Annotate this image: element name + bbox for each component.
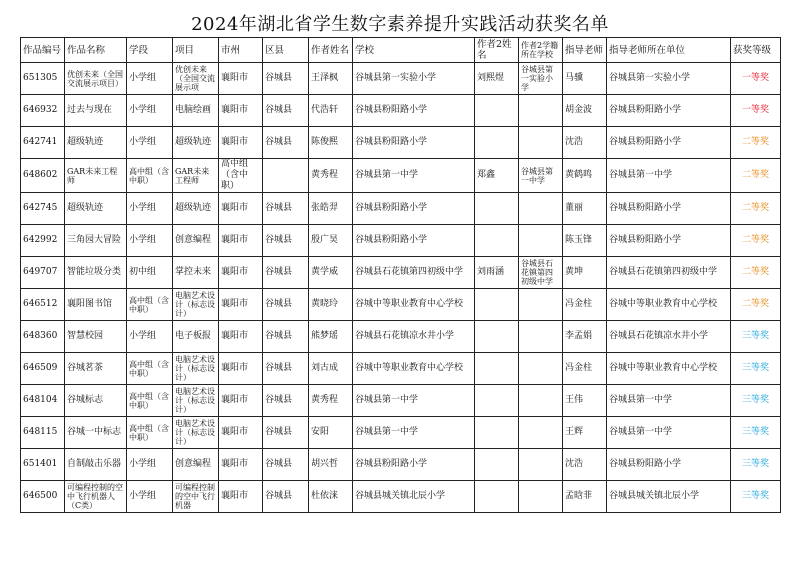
column-header: 市州 <box>219 38 263 63</box>
table-row <box>21 481 781 513</box>
cell-author2-school <box>519 417 563 449</box>
awards-table <box>20 37 781 513</box>
table-row <box>21 353 781 385</box>
cell-author2-school: 谷城县第一中学 <box>519 159 563 193</box>
cell-teacher-unit: 谷城中等职业教育中心学校 <box>607 353 731 385</box>
cell-work-name: 智慧校园 <box>65 321 127 353</box>
table-row <box>21 321 781 353</box>
cell-author2-school <box>519 289 563 321</box>
cell-author: 熊梦瑶 <box>309 321 353 353</box>
cell-award: 二等奖 <box>731 159 781 193</box>
table-row <box>21 159 781 193</box>
cell-teacher: 董丽 <box>563 193 607 225</box>
cell-project: 超级轨迹 <box>173 193 219 225</box>
cell-project: 创意编程 <box>173 449 219 481</box>
cell-author2 <box>475 321 519 353</box>
cell-county: 谷城县 <box>263 289 309 321</box>
cell-stage: 小学组 <box>127 63 173 95</box>
cell-county: 谷城县 <box>263 193 309 225</box>
cell-project: 电脑艺术设计（标志设计） <box>173 289 219 321</box>
cell-author2: 郑鑫 <box>475 159 519 193</box>
table-row <box>21 225 781 257</box>
cell-project: 电脑艺术设计（标志设计） <box>173 385 219 417</box>
cell-county: 谷城县 <box>263 353 309 385</box>
cell-author2-school <box>519 321 563 353</box>
cell-work-name: 超级轨迹 <box>65 127 127 159</box>
table-row <box>21 417 781 449</box>
cell-stage: 小学组 <box>127 449 173 481</box>
table-row <box>21 63 781 95</box>
cell-stage: 高中组（含中职） <box>127 289 173 321</box>
cell-teacher: 冯金柱 <box>563 289 607 321</box>
cell-stage: 小学组 <box>127 481 173 513</box>
cell-city: 高中组（含中职） <box>219 159 263 193</box>
cell-county: 谷城县 <box>263 127 309 159</box>
cell-teacher: 陈玉锋 <box>563 225 607 257</box>
cell-author2-school <box>519 481 563 513</box>
cell-award: 三等奖 <box>731 481 781 513</box>
cell-author2 <box>475 385 519 417</box>
cell-city: 襄阳市 <box>219 385 263 417</box>
cell-work-id: 646509 <box>21 353 65 385</box>
cell-stage: 小学组 <box>127 321 173 353</box>
cell-teacher: 沈浩 <box>563 449 607 481</box>
cell-author: 黄秀程 <box>309 159 353 193</box>
cell-city: 襄阳市 <box>219 321 263 353</box>
cell-county: 谷城县 <box>263 449 309 481</box>
cell-teacher: 黄鹤鸣 <box>563 159 607 193</box>
cell-teacher-unit: 谷城县第一中学 <box>607 159 731 193</box>
cell-school: 谷城县第一中学 <box>353 417 475 449</box>
cell-teacher: 胡金波 <box>563 95 607 127</box>
cell-teacher: 马骥 <box>563 63 607 95</box>
cell-teacher-unit: 谷城县粉阳路小学 <box>607 95 731 127</box>
column-header: 指导老师所在单位 <box>607 38 731 63</box>
cell-project: 创意编程 <box>173 225 219 257</box>
cell-work-id: 642741 <box>21 127 65 159</box>
cell-author: 刘古成 <box>309 353 353 385</box>
cell-work-name: 谷城标志 <box>65 385 127 417</box>
cell-work-name: 谷城茗茶 <box>65 353 127 385</box>
column-header: 作品名称 <box>65 38 127 63</box>
cell-county: 谷城县 <box>263 63 309 95</box>
table-header-row <box>21 38 781 63</box>
cell-school: 谷城县第一中学 <box>353 385 475 417</box>
cell-work-name: 谷城一中标志 <box>65 417 127 449</box>
cell-author: 代浩轩 <box>309 95 353 127</box>
cell-work-id: 648360 <box>21 321 65 353</box>
cell-author2: 刘熙煜 <box>475 63 519 95</box>
table-row <box>21 193 781 225</box>
cell-city: 襄阳市 <box>219 225 263 257</box>
cell-author: 殷广昊 <box>309 225 353 257</box>
cell-teacher-unit: 谷城县石花镇凉水井小学 <box>607 321 731 353</box>
cell-school: 谷城县粉阳路小学 <box>353 95 475 127</box>
cell-county: 谷城县 <box>263 385 309 417</box>
cell-project: 电脑绘画 <box>173 95 219 127</box>
table-row <box>21 289 781 321</box>
cell-teacher: 冯金柱 <box>563 353 607 385</box>
cell-author: 杜依涞 <box>309 481 353 513</box>
cell-project: 电脑艺术设计（标志设计） <box>173 353 219 385</box>
cell-award: 二等奖 <box>731 193 781 225</box>
cell-teacher-unit: 谷城县城关镇北辰小学 <box>607 481 731 513</box>
cell-teacher: 孟晗菲 <box>563 481 607 513</box>
cell-teacher: 黄坤 <box>563 257 607 289</box>
cell-author2-school <box>519 225 563 257</box>
cell-city: 襄阳市 <box>219 95 263 127</box>
cell-author2 <box>475 481 519 513</box>
cell-author2-school <box>519 95 563 127</box>
cell-teacher-unit: 谷城县第一实验小学 <box>607 63 731 95</box>
cell-stage: 高中组（含中职） <box>127 159 173 193</box>
cell-project: 电子板报 <box>173 321 219 353</box>
cell-school: 谷城县粉阳路小学 <box>353 449 475 481</box>
cell-work-name: 可编程控制的空中飞行机器人（C类） <box>65 481 127 513</box>
cell-author: 安阳 <box>309 417 353 449</box>
cell-teacher-unit: 谷城县石花镇第四初级中学 <box>607 257 731 289</box>
cell-county: 谷城县 <box>263 417 309 449</box>
cell-stage: 高中组（含中职） <box>127 385 173 417</box>
cell-county: 谷城县 <box>263 257 309 289</box>
cell-school: 谷城县粉阳路小学 <box>353 225 475 257</box>
cell-city: 襄阳市 <box>219 127 263 159</box>
cell-author2 <box>475 127 519 159</box>
cell-work-id: 642745 <box>21 193 65 225</box>
cell-work-id: 649707 <box>21 257 65 289</box>
cell-teacher: 沈浩 <box>563 127 607 159</box>
cell-author2 <box>475 95 519 127</box>
table-row <box>21 385 781 417</box>
cell-author2-school <box>519 385 563 417</box>
cell-work-id: 648104 <box>21 385 65 417</box>
cell-school: 谷城县粉阳路小学 <box>353 127 475 159</box>
cell-school: 谷城县第一实验小学 <box>353 63 475 95</box>
table-row <box>21 449 781 481</box>
cell-author2 <box>475 417 519 449</box>
cell-stage: 小学组 <box>127 193 173 225</box>
cell-work-name: 过去与现在 <box>65 95 127 127</box>
page-title: 2024年湖北省学生数字素养提升实践活动获奖名单 <box>191 14 609 35</box>
column-header: 项目 <box>173 38 219 63</box>
cell-city: 襄阳市 <box>219 417 263 449</box>
cell-teacher-unit: 谷城县第一中学 <box>607 417 731 449</box>
cell-school: 谷城中等职业教育中心学校 <box>353 289 475 321</box>
cell-author2 <box>475 193 519 225</box>
cell-work-id: 646512 <box>21 289 65 321</box>
cell-author2-school <box>519 353 563 385</box>
cell-work-id: 646500 <box>21 481 65 513</box>
cell-city: 襄阳市 <box>219 481 263 513</box>
table-row <box>21 257 781 289</box>
cell-stage: 高中组（含中职） <box>127 353 173 385</box>
cell-author2 <box>475 449 519 481</box>
cell-teacher-unit: 谷城县粉阳路小学 <box>607 127 731 159</box>
cell-county: 谷城县 <box>263 95 309 127</box>
cell-teacher: 李孟娟 <box>563 321 607 353</box>
cell-author2-school <box>519 127 563 159</box>
cell-project: GAR未来工程师 <box>173 159 219 193</box>
cell-stage: 初中组 <box>127 257 173 289</box>
cell-stage: 小学组 <box>127 127 173 159</box>
cell-award: 二等奖 <box>731 289 781 321</box>
cell-author: 胡兴哲 <box>309 449 353 481</box>
cell-city: 襄阳市 <box>219 353 263 385</box>
cell-city: 襄阳市 <box>219 449 263 481</box>
cell-project: 优创未来（全国交流展示项 <box>173 63 219 95</box>
column-header: 作者2学籍所在学校 <box>519 38 563 63</box>
cell-award: 三等奖 <box>731 385 781 417</box>
cell-author2-school <box>519 449 563 481</box>
cell-award: 二等奖 <box>731 257 781 289</box>
cell-teacher-unit: 谷城县粉阳路小学 <box>607 449 731 481</box>
cell-city: 襄阳市 <box>219 257 263 289</box>
cell-author2-school: 谷城县石花镇第四初级中学 <box>519 257 563 289</box>
cell-work-name: 自制敲击乐器 <box>65 449 127 481</box>
cell-award: 三等奖 <box>731 449 781 481</box>
cell-award: 一等奖 <box>731 63 781 95</box>
cell-author: 黄秀程 <box>309 385 353 417</box>
cell-award: 二等奖 <box>731 127 781 159</box>
cell-author: 陈俊熙 <box>309 127 353 159</box>
column-header: 作者姓名 <box>309 38 353 63</box>
cell-teacher: 王伟 <box>563 385 607 417</box>
cell-award: 一等奖 <box>731 95 781 127</box>
cell-award: 三等奖 <box>731 417 781 449</box>
cell-author: 黄晓玲 <box>309 289 353 321</box>
cell-city: 襄阳市 <box>219 289 263 321</box>
cell-county <box>263 159 309 193</box>
cell-county: 谷城县 <box>263 225 309 257</box>
cell-work-id: 648602 <box>21 159 65 193</box>
cell-teacher: 王辉 <box>563 417 607 449</box>
cell-school: 谷城县石花镇第四初级中学 <box>353 257 475 289</box>
cell-author2-school <box>519 193 563 225</box>
cell-work-id: 651401 <box>21 449 65 481</box>
cell-project: 电脑艺术设计（标志设计） <box>173 417 219 449</box>
cell-teacher-unit: 谷城县粉阳路小学 <box>607 193 731 225</box>
column-header: 学段 <box>127 38 173 63</box>
cell-award: 三等奖 <box>731 353 781 385</box>
cell-work-name: 优创未来（全国交流展示项目） <box>65 63 127 95</box>
column-header: 作者2姓名 <box>475 38 519 63</box>
column-header: 指导老师 <box>563 38 607 63</box>
cell-work-name: 襄阳图书馆 <box>65 289 127 321</box>
cell-work-name: 超级轨迹 <box>65 193 127 225</box>
cell-work-name: GAR未来工程师 <box>65 159 127 193</box>
cell-project: 超级轨迹 <box>173 127 219 159</box>
cell-work-id: 646932 <box>21 95 65 127</box>
cell-stage: 小学组 <box>127 225 173 257</box>
cell-author2 <box>475 353 519 385</box>
cell-school: 谷城县石花镇凉水井小学 <box>353 321 475 353</box>
cell-city: 襄阳市 <box>219 193 263 225</box>
cell-author2 <box>475 225 519 257</box>
cell-author: 黄学威 <box>309 257 353 289</box>
column-header: 学校 <box>353 38 475 63</box>
cell-stage: 高中组（含中职） <box>127 417 173 449</box>
table-row <box>21 127 781 159</box>
cell-school: 谷城中等职业教育中心学校 <box>353 353 475 385</box>
cell-city: 襄阳市 <box>219 63 263 95</box>
cell-teacher-unit: 谷城县第一中学 <box>607 385 731 417</box>
cell-stage: 小学组 <box>127 95 173 127</box>
cell-work-name: 智能垃圾分类 <box>65 257 127 289</box>
cell-school: 谷城县城关镇北辰小学 <box>353 481 475 513</box>
cell-teacher-unit: 谷城县粉阳路小学 <box>607 225 731 257</box>
cell-author: 王泽枫 <box>309 63 353 95</box>
column-header: 作品编号 <box>21 38 65 63</box>
table-row <box>21 95 781 127</box>
cell-work-id: 651305 <box>21 63 65 95</box>
cell-author2 <box>475 289 519 321</box>
column-header: 获奖等级 <box>731 38 781 63</box>
cell-award: 三等奖 <box>731 321 781 353</box>
cell-school: 谷城县第一中学 <box>353 159 475 193</box>
cell-author2-school: 谷城县第一实验小学 <box>519 63 563 95</box>
column-header: 区县 <box>263 38 309 63</box>
cell-work-name: 三角园大冒险 <box>65 225 127 257</box>
cell-work-id: 648115 <box>21 417 65 449</box>
cell-work-id: 642992 <box>21 225 65 257</box>
cell-teacher-unit: 谷城中等职业教育中心学校 <box>607 289 731 321</box>
cell-author: 张皓羿 <box>309 193 353 225</box>
cell-school: 谷城县粉阳路小学 <box>353 193 475 225</box>
cell-county: 谷城县 <box>263 321 309 353</box>
cell-project: 掌控未来 <box>173 257 219 289</box>
cell-project: 可编程控制的空中飞行机器 <box>173 481 219 513</box>
cell-author2: 刘雨涵 <box>475 257 519 289</box>
cell-county: 谷城县 <box>263 481 309 513</box>
cell-award: 二等奖 <box>731 225 781 257</box>
